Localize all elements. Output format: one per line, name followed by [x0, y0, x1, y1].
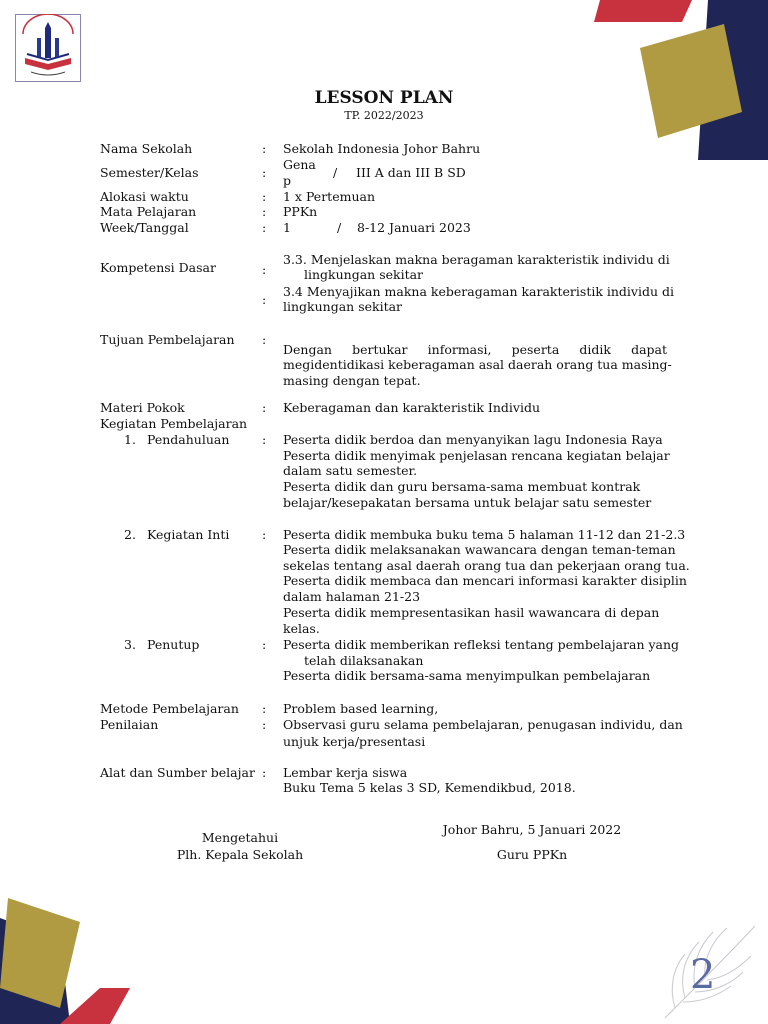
penutup-line: Peserta didik bersama-sama menyimpulkan pembelajaran	[283, 668, 651, 683]
colon: :	[262, 400, 267, 415]
school-logo	[15, 14, 81, 82]
pendahuluan-line: Peserta didik dan guru bersama-sama membuat kontrak	[283, 479, 641, 494]
colon: :	[262, 332, 267, 347]
colon: :	[262, 637, 267, 652]
label-tujuan: Tujuan Pembelajaran	[100, 332, 235, 347]
tujuan-line: megidentidikasi keberagaman asal daerah orang tua masing-	[283, 357, 672, 372]
value-metode: Problem based learning,	[283, 701, 439, 716]
inti-line: Peserta didik melaksanakan wawancara dengan teman-teman	[283, 542, 676, 557]
penilaian-line: unjuk kerja/presentasi	[283, 734, 426, 749]
academic-year: TP. 2022/2023	[344, 109, 424, 122]
pendahuluan-line: belajar/kesepakatan bersama untuk belajar satu semester	[283, 495, 652, 510]
label-nama-sekolah: Nama Sekolah	[100, 141, 193, 156]
value-tanggal: 8-12 Januari 2023	[357, 220, 471, 235]
bottom-left-decoration	[0, 880, 180, 1024]
value-materi: Keberagaman dan karakteristik Individu	[283, 400, 540, 415]
label-penilaian: Penilaian	[100, 717, 159, 732]
top-right-decoration	[580, 0, 768, 160]
colon: :	[262, 765, 267, 780]
separator: /	[337, 220, 342, 235]
kd-line: 3.4 Menyajikan makna keberagaman karakteristik individu di	[283, 284, 675, 299]
colon: :	[262, 262, 267, 277]
signature-left-title: Mengetahui	[201, 830, 279, 845]
label-metode: Metode Pembelajaran	[100, 701, 239, 716]
page-number: 2	[690, 952, 716, 998]
item-number: 3.	[124, 637, 136, 652]
kd-line: 3.3. Menjelaskan makna beragaman karakteristik individu di	[283, 252, 670, 267]
label-week: Week/Tanggal	[100, 220, 189, 235]
inti-line: dalam halaman 21-23	[283, 589, 421, 604]
separator: /	[333, 165, 338, 180]
colon: :	[262, 141, 267, 156]
kd-line: lingkungan sekitar	[283, 299, 403, 314]
signature-right-role: Guru PPKn	[496, 847, 568, 862]
label-inti: Kegiatan Inti	[147, 527, 230, 542]
label-mapel: Mata Pelajaran	[100, 204, 197, 219]
label-penutup: Penutup	[147, 637, 200, 652]
tujuan-line: masing dengan tepat.	[283, 373, 421, 388]
signature-left-role: Plh. Kepala Sekolah	[176, 847, 304, 862]
penutup-line: telah dilaksanakan	[304, 653, 424, 668]
label-alokasi: Alokasi waktu	[100, 189, 189, 204]
item-number: 2.	[124, 527, 136, 542]
label-semester: Semester/Kelas	[100, 165, 199, 180]
inti-line: Peserta didik mempresentasikan hasil wawancara di depan	[283, 605, 660, 620]
alat-line: Buku Tema 5 kelas 3 SD, Kemendikbud, 2018.	[283, 780, 576, 795]
inti-line: Peserta didik membuka buku tema 5 halaman 11-12 dan 21-2.3	[283, 527, 686, 542]
label-kegiatan: Kegiatan Pembelajaran	[100, 416, 248, 431]
pendahuluan-line: Peserta didik berdoa dan menyanyikan lagu Indonesia Raya	[283, 432, 663, 447]
pendahuluan-line: Peserta didik menyimak penjelasan rencana kegiatan belajar	[283, 448, 670, 463]
item-number: 1.	[124, 432, 136, 447]
penutup-line: Peserta didik memberikan refleksi tentang pembelajaran yang	[283, 637, 680, 652]
alat-line: Lembar kerja siswa	[283, 765, 408, 780]
inti-line: Peserta didik membaca dan mencari informasi karakter disiplin	[283, 573, 687, 588]
value-alokasi: 1 x Pertemuan	[283, 189, 375, 204]
colon: :	[262, 701, 267, 716]
value-mapel: PPKn	[283, 204, 318, 219]
label-materi: Materi Pokok	[100, 400, 185, 415]
value-nama-sekolah: Sekolah Indonesia Johor Bahru	[283, 141, 481, 156]
label-pendahuluan: Pendahuluan	[147, 432, 230, 447]
value-kelas: III A dan III B SD	[356, 165, 466, 180]
value-semester-a: Gena	[283, 157, 316, 172]
colon: :	[262, 717, 267, 732]
colon: :	[262, 292, 267, 307]
colon: :	[262, 189, 267, 204]
crimson-shape	[60, 988, 130, 1024]
value-semester-b: p	[283, 173, 292, 188]
colon: :	[262, 204, 267, 219]
tujuan-line: Dengan bertukar informasi, peserta didik dapat	[283, 342, 667, 357]
colon: :	[262, 165, 267, 180]
inti-line: sekelas tentang asal daerah orang tua dan pekerjaan orang tua.	[283, 558, 690, 573]
label-kompetensi: Kompetensi Dasar	[100, 260, 216, 275]
page-title: LESSON PLAN	[314, 88, 454, 108]
colon: :	[262, 220, 267, 235]
colon: :	[262, 432, 267, 447]
signature-right-place-date: Johor Bahru, 5 Januari 2022	[442, 822, 622, 837]
crimson-shape	[594, 0, 692, 22]
value-week: 1	[283, 220, 291, 235]
kd-line: lingkungan sekitar	[304, 267, 424, 282]
gold-shape	[0, 898, 80, 1008]
label-alat: Alat dan Sumber belajar	[100, 765, 255, 780]
inti-line: kelas.	[283, 621, 320, 636]
penilaian-line: Observasi guru selama pembelajaran, penugasan individu, dan	[283, 717, 683, 732]
colon: :	[262, 527, 267, 542]
pendahuluan-line: dalam satu semester.	[283, 463, 418, 478]
